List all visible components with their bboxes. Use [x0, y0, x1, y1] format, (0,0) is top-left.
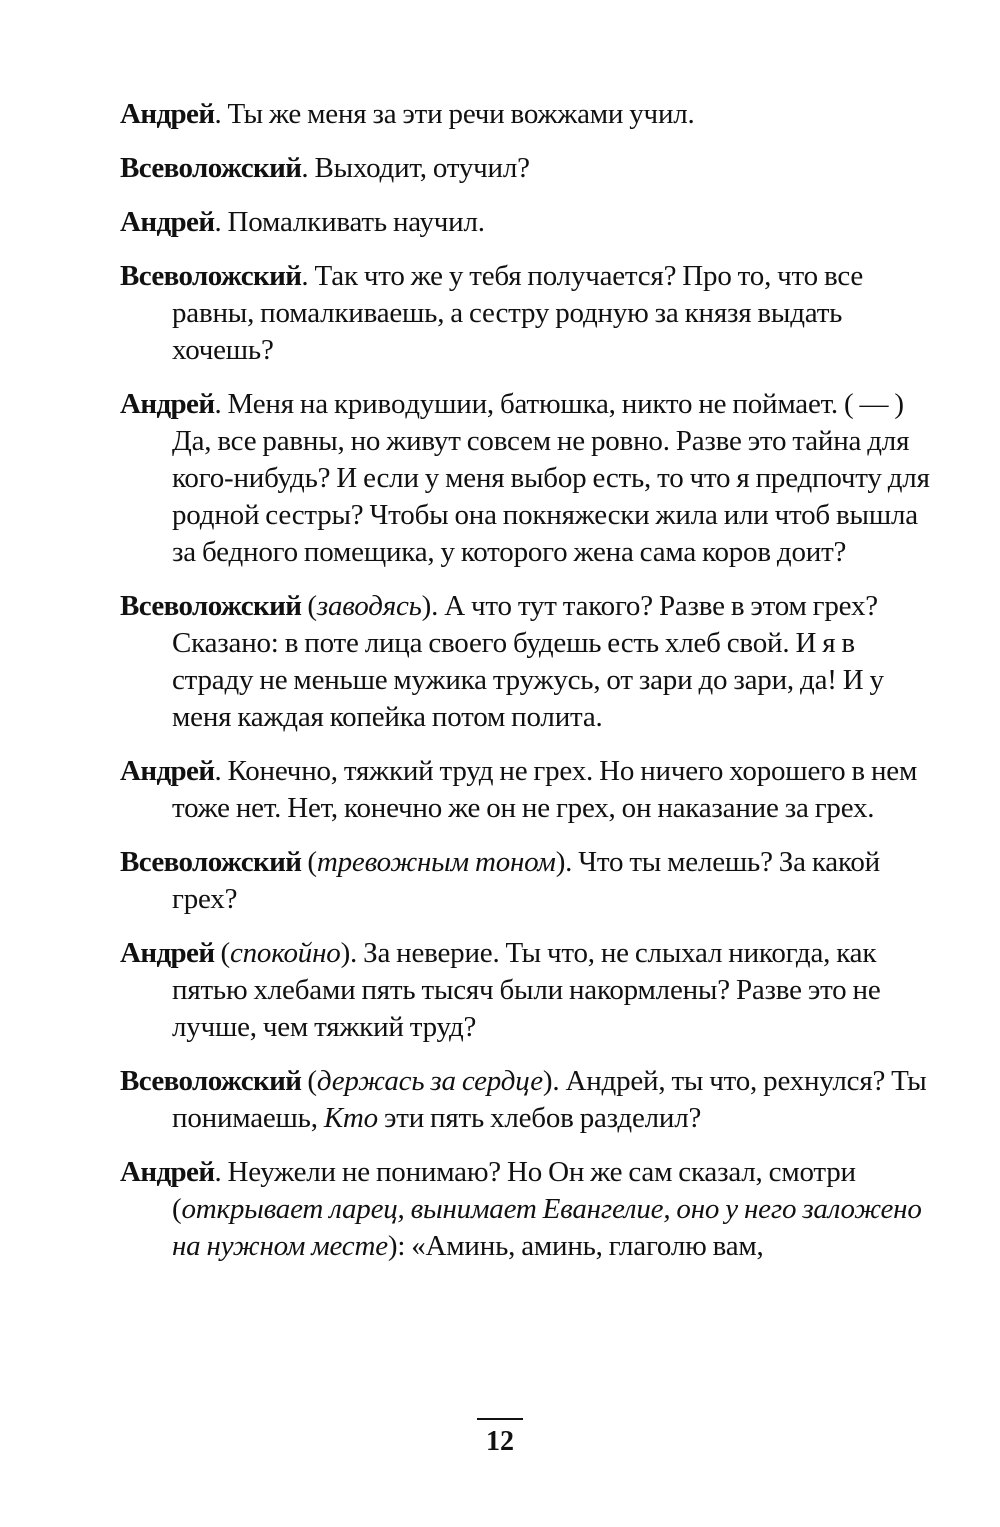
dialogue-text: эти пять хлебов разделил? — [377, 1102, 702, 1134]
speaker-name: Всеволожский — [120, 152, 302, 184]
dialogue-paragraph — [120, 753, 932, 827]
dialogue-text: ( — [301, 1065, 317, 1097]
dialogue-paragraph — [120, 844, 932, 918]
page-number: 12 — [486, 1426, 514, 1457]
dialogue-paragraph — [120, 386, 932, 571]
dialogue-text: . Помалкивать научил. — [214, 206, 485, 238]
play-dialogue-text — [120, 96, 932, 1282]
dialogue-text: ( — [301, 590, 317, 622]
dialogue-paragraph — [120, 150, 932, 187]
emphasis-text: Кто — [323, 1102, 378, 1134]
dialogue-text: ). За неверие. Ты что, не слыхал никогда, как пятью хлебами пять тысяч были накормлены? Разве это не лучше, чем тяжкий труд? — [172, 937, 881, 1043]
dialogue-text: ). Что ты мелешь? За какой грех? — [172, 846, 880, 915]
dialogue-text: . Неужели не понимаю? Но Он же сам сказал, смотри ( — [172, 1156, 856, 1225]
speaker-name: Андрей — [120, 1156, 215, 1188]
footer-rule — [477, 1418, 523, 1420]
speaker-name: Всеволожский — [120, 846, 302, 878]
speaker-name: Всеволожский — [120, 260, 302, 292]
dialogue-text: . Выходит, отучил? — [301, 152, 530, 184]
dialogue-paragraph — [120, 96, 932, 133]
speaker-name: Всеволожский — [120, 1065, 302, 1097]
stage-direction: спокойно — [229, 937, 341, 969]
speaker-name: Андрей — [120, 98, 215, 130]
speaker-name: Андрей — [120, 937, 215, 969]
stage-direction: тревожным тоном — [316, 846, 556, 878]
dialogue-paragraph — [120, 1063, 932, 1137]
dialogue-text: ( — [214, 937, 230, 969]
dialogue-text: . Меня на кривoдушии, батюшка, никто не поймает. ( — ) Да, все равны, но живут совсем не ровно. Разве это тайна для кого-нибудь? И если у меня выбор есть, то что я предпочту для родной сестры? Чтобы она покняжески жила или чтоб вышла за бедного помещика, у которого жена сама коров доит? — [172, 388, 930, 568]
dialogue-paragraph — [120, 588, 932, 736]
dialogue-text: ( — [301, 846, 317, 878]
dialogue-text: ): «Аминь, аминь, глаголю вам, — [387, 1230, 764, 1262]
speaker-name: Андрей — [120, 388, 215, 420]
dialogue-paragraph — [120, 258, 932, 369]
dialogue-paragraph — [120, 1154, 932, 1265]
dialogue-paragraph — [120, 204, 932, 241]
stage-direction: заводясь — [316, 590, 422, 622]
dialogue-text: ). Андрей, ты что, рехнулся? Ты понимаешь, — [172, 1065, 927, 1134]
dialogue-text: . Так что же у тебя получается? Про то, что все равны, помалкиваешь, а сестру родную за князя выдать хочешь? — [172, 260, 864, 366]
dialogue-paragraph — [120, 935, 932, 1046]
dialogue-text: . Конечно, тяжкий труд не грех. Но ничего хорошего в нем тоже нет. Нет, конечно же он не грех, он наказание за грех. — [172, 755, 918, 824]
stage-direction: держась за сердце — [316, 1065, 543, 1097]
speaker-name: Всеволожский — [120, 590, 302, 622]
speaker-name: Андрей — [120, 755, 215, 787]
speaker-name: Андрей — [120, 206, 215, 238]
stage-direction: открывает ларец, вынимает Евангелие, оно у него заложено на нужном месте — [172, 1193, 922, 1262]
page-footer — [0, 1418, 1000, 1458]
dialogue-text: . Ты же меня за эти речи вожжами учил. — [214, 98, 695, 130]
dialogue-text: ). А что тут такого? Разве в этом грех? Сказано: в поте лица своего будешь есть хлеб свой. И я в страду не меньше мужика тружусь, от зари до зари, да! И у меня каждая копейка потом полита. — [172, 590, 884, 733]
